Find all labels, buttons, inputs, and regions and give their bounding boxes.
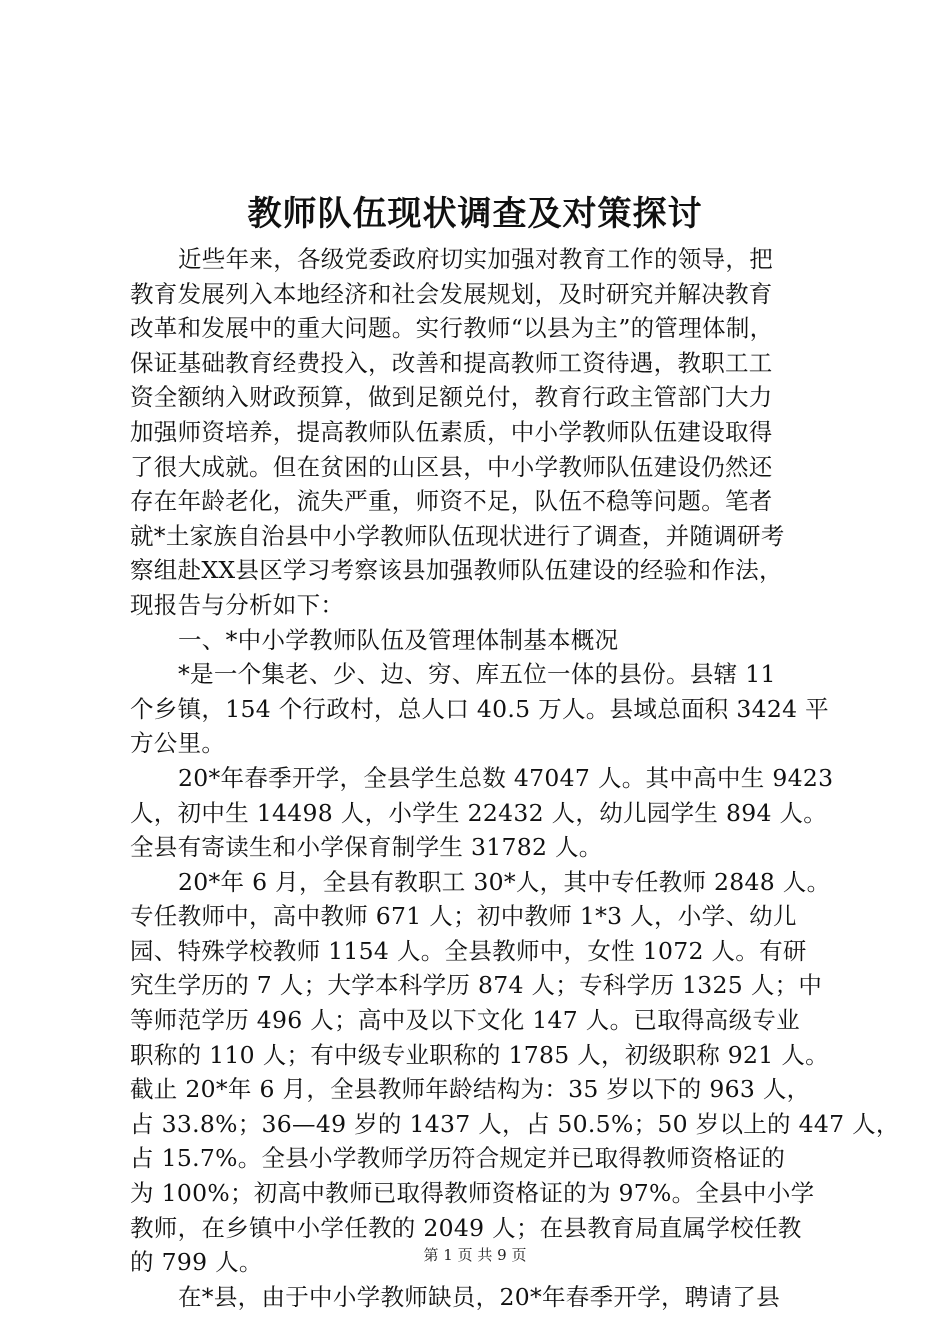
- body-line: 察组赴XX县区学习考察该县加强教师队伍建设的经验和作法，: [130, 556, 783, 585]
- document-title: 教师队伍现状调查及对策探讨: [247, 194, 703, 234]
- body-line: 在*县，由于中小学教师缺员，20*年春季开学，聘请了县: [178, 1282, 781, 1311]
- body-line: 教育发展列入本地经济和社会发展规划，及时研究并解决教育: [130, 279, 773, 308]
- body-line: 一、*中小学教师队伍及管理体制基本概况: [178, 625, 619, 654]
- body-line: 现报告与分析如下：: [130, 590, 345, 619]
- body-line: 存在年龄老化，流失严重，师资不足，队伍不稳等问题。笔者: [130, 487, 773, 516]
- body-line: 保证基础教育经费投入，改善和提高教师工资待遇，教职工工: [130, 348, 773, 377]
- body-line: 占 15.7%。全县小学教师学历符合规定并已取得教师资格证的: [130, 1144, 786, 1173]
- body-line: 个乡镇，154 个行政村，总人口 40.5 万人。县域总面积 3424 平: [130, 694, 829, 723]
- page-footer: 第 1 页 共 9 页: [423, 1246, 527, 1264]
- body-line: 截止 20*年 6 月，全县教师年龄结构为：35 岁以下的 963 人，: [130, 1075, 811, 1104]
- body-line: 方公里。: [130, 729, 226, 758]
- body-line: 资全额纳入财政预算，做到足额兑付，教育行政主管部门大力: [130, 383, 773, 412]
- body-line: 园、特殊学校教师 1154 人。全县教师中，女性 1072 人。有研: [130, 936, 807, 965]
- document-body: [130, 242, 900, 1314]
- body-line: 教师，在乡镇中小学任教的 2049 人；在县教育局直属学校任教: [130, 1213, 802, 1242]
- body-line: 人，初中生 14498 人，小学生 22432 人，幼儿园学生 894 人。: [130, 798, 828, 827]
- body-line: *是一个集老、少、边、穷、库五位一体的县份。县辖 11: [178, 660, 776, 689]
- body-line: 20*年 6 月，全县有教职工 30*人，其中专任教师 2848 人。: [178, 867, 831, 896]
- body-line: 近些年来，各级党委政府切实加强对教育工作的领导，把: [178, 245, 773, 273]
- body-line: 的 799 人。: [130, 1248, 263, 1277]
- body-line: 了很大成就。但在贫困的山区县，中小学教师队伍建设仍然还: [130, 452, 773, 481]
- body-line: 全县有寄读生和小学保育制学生 31782 人。: [130, 833, 603, 862]
- body-line: 加强师资培养，提高教师队伍素质，中小学教师队伍建设取得: [130, 417, 773, 446]
- body-line: 等师范学历 496 人；高中及以下文化 147 人。已取得高级专业: [130, 1006, 800, 1035]
- body-line: 改革和发展中的重大问题。实行教师“以县为主”的管理体制，: [130, 314, 774, 343]
- body-line: 就*土家族自治县中小学教师队伍现状进行了调查，并随调研考: [130, 521, 785, 550]
- body-line: 占 33.8%；36—49 岁的 1437 人，占 50.5%；50 岁以上的 447 人，: [130, 1109, 900, 1138]
- body-line: 专任教师中，高中教师 671 人；初中教师 1*3 人，小学、幼儿: [130, 902, 797, 931]
- body-line: 为 100%；初高中教师已取得教师资格证的为 97%。全县中小学: [130, 1179, 815, 1208]
- body-line: 究生学历的 7 人；大学本科学历 874 人；专科学历 1325 人；中: [130, 971, 823, 1000]
- body-line: 20*年春季开学，全县学生总数 47047 人。其中高中生 9423: [178, 763, 834, 792]
- body-line: 职称的 110 人；有中级专业职称的 1785 人，初级职称 921 人。: [130, 1040, 829, 1069]
